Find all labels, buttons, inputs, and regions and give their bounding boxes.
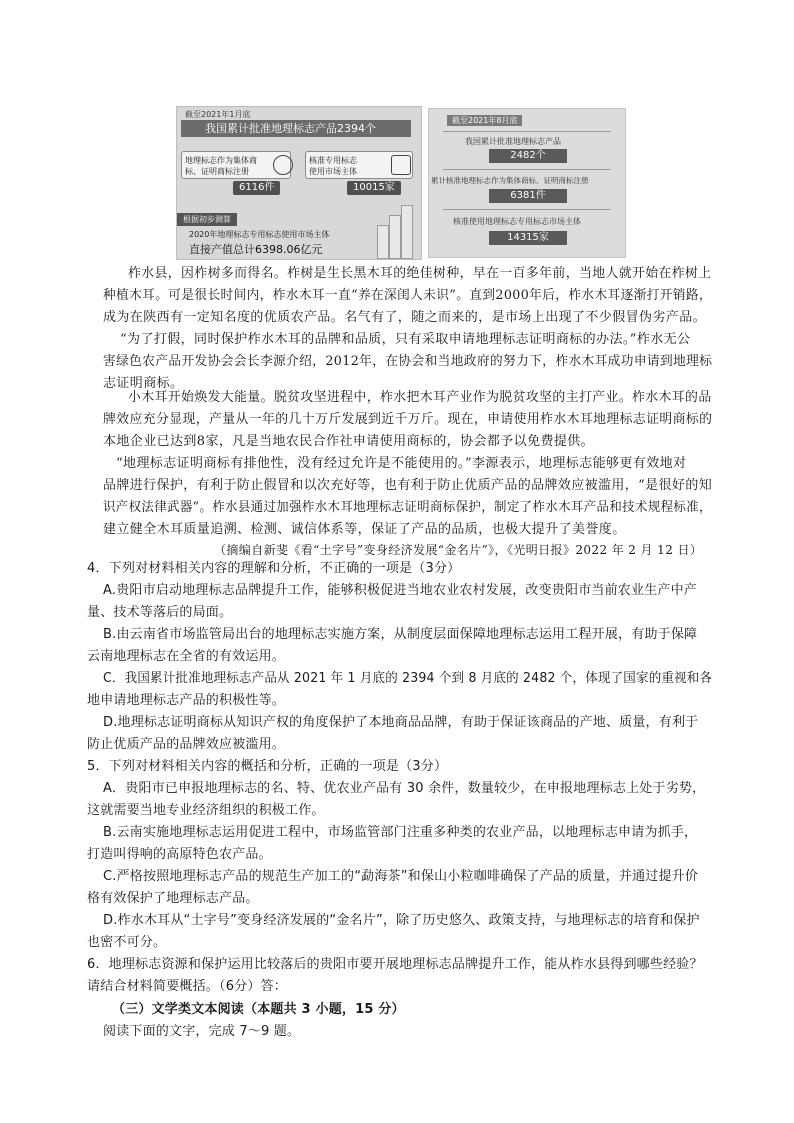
question-4: 4．下列对材料相关内容的理解和分析，不正确的一项是（3分） (87, 561, 461, 576)
article-line: 志证明商标。 (103, 376, 184, 391)
question-5: 5．下列对材料相关内容的概括和分析，正确的一项是（3分） (87, 759, 448, 774)
article-line: “为了打假，同时保护柞水木耳的品牌和品质，只有采取申请地理标志证明商标的办法。”柞水无公 (120, 332, 691, 347)
article-line: “地理标志证明商标有排他性，没有经过允许是不能使用的。”李源表示，地理标志能够更有效地对 (116, 456, 687, 471)
question-line: 防止优质产品的品牌效应被滥用。 (87, 737, 286, 752)
trademark-value: 6116件 (233, 181, 280, 195)
article-line: 成为在陕西有一定知名度的优质农产品。名气有了，随之而来的，是市场上出现了不少假冒伪劣产品。 (103, 310, 707, 325)
article-line: 害绿色农产品开发协会会长李源介绍，2012年，在协会和当地政府的努力下，柞水木耳成功申请到地理标 (103, 354, 713, 369)
article-line: 小木耳开始焕发大能量。脱贫攻坚进程中，柞水把木耳产业作为脱贫攻坚的主打产业。柞水木耳的品 (128, 390, 712, 405)
question-line: A.贵阳市启动地理标志品牌提升工作，能够积极促进当地农业农村发展，改变贵阳市当前农业生产中产 (103, 583, 697, 598)
period-tag: 截至2021年1月底 (185, 110, 251, 119)
item-label: 我国累计批准地理标志产品 (465, 137, 561, 146)
divider (443, 209, 611, 210)
store-icon (391, 155, 411, 175)
question-line: 也密不可分。 (87, 935, 167, 950)
item-label: 核准使用地理标志专用标志市场主体 (453, 217, 581, 226)
article-line: 识产权法律武器”。柞水县通过加强柞水木耳地理标志证明商标保护，制定了柞水木耳产品和技术规程标准， (103, 500, 712, 515)
infographic-january (176, 106, 422, 260)
question-line: B.由云南省市场监管局出台的地理标志实施方案，从制度层面保障地理标志运用工程开展，有助于保障 (103, 627, 698, 642)
question-line: C．我国累计批准地理标志产品从 2021 年 1 月底的 2394 个到 8 月底的 2482 个，体现了国家的重视和各 (103, 671, 713, 686)
article-source: （摘编自新斐《看“土字号”变身经济发展“金名片”》，《光明日报》2022 年 2 月 12 日） (214, 543, 703, 557)
question-line: 这就需要当地专业经济组织的积极工作。 (87, 803, 325, 818)
question-line: D.地理标志证明商标从知识产权的角度保护了本地商品品牌，有助于保证该商品的产地、质量，有利于 (103, 715, 699, 730)
output-value: 直接产值总计6398.06亿元 (189, 243, 323, 256)
article-line: 建立健全木耳质量追溯、检测、诚信体系等，保证了产品的品质，也极大提升了美誉度。 (103, 522, 626, 537)
headline-banner: 我国累计批准地理标志产品2394个 (181, 120, 411, 137)
article-line: 种植木耳。可是很长时间内，柞水木耳一直“养在深闺人未识”。直到2000年后，柞水木耳逐渐打开销路， (103, 288, 712, 303)
section-instruction: 阅读下面的文字，完成 7～9 题。 (103, 1024, 301, 1039)
question-line: D.柞水木耳从“土字号”变身经济发展的“金名片”，除了历史悠久、政策支持，与地理标志的培育和保护 (103, 913, 700, 928)
period-tag: 截至2021年8月底 (447, 115, 522, 126)
output-line: 2020年地理标志专用标志使用市场主体 (189, 230, 330, 239)
article-line: 柞水县，因柞树多而得名。柞树是生长黑木耳的绝佳树种，早在一百多年前，当地人就开始在柞树上 (128, 266, 712, 281)
item-value: 6381件 (489, 189, 567, 203)
question-line: 云南地理标志在全省的有效运用。 (87, 649, 286, 664)
article-line: 牌效应充分显现，产量从一年的几十万斤发展到近千万斤。现在，申请使用柞水木耳地理标志证明商标的 (103, 412, 713, 427)
item-value: 14315家 (489, 231, 567, 245)
box-label-line: 地理标志作为集体商 (185, 156, 257, 165)
divider (443, 169, 611, 170)
question-line: 打造叫得响的高原特色农产品。 (87, 847, 272, 862)
question-line: 地申请地理标志产品的积极性等。 (87, 693, 286, 708)
divider (443, 131, 611, 132)
question-line: C.严格按照地理标志产品的规范生产加工的“勐海茶”和保山小粒咖啡确保了产品的质量，并通过提升价 (103, 869, 699, 884)
section-heading: （三）文学类文本阅读（本题共 3 小题，15 分） (112, 1002, 405, 1017)
infographic-august (428, 108, 626, 258)
question-line: B.云南实施地理标志运用促进工程中，市场监管部门注重多种类的农业产品，以地理标志申请为抓手， (103, 825, 698, 840)
item-value: 2482个 (489, 149, 567, 163)
box-label-line: 标、证明商标注册 (185, 167, 249, 176)
question-6: 6．地理标志资源和保护运用比较落后的贵阳市要开展地理标志品牌提升工作，能从柞水县得到哪些经验？ (87, 957, 703, 972)
question-line: 请结合材料简要概括。（6分）答： (87, 979, 287, 994)
question-line: A．贵阳市已申报地理标志的名、特、优农业产品有 30 余件，数量较少，在申报地理标志上处于劣势， (103, 781, 706, 796)
question-line: 格有效保护了地理标志产品。 (87, 891, 259, 906)
item-label: 累计核准地理标志作为集体商标、证明商标注册 (431, 176, 589, 185)
article-line: 本地企业已达到8家，凡是当地农民合作社申请使用商标的，协会都予以免费提供。 (103, 434, 595, 449)
box-label-line: 核准专用标志 (309, 156, 357, 165)
estimate-tag: 根据初步测算 (177, 213, 237, 226)
article-line: 品牌进行保护，有利于防止假冒和以次充好等，也有利于防止优质产品的品牌效应被滥用，“是很好的知 (103, 478, 713, 493)
market-entity-value: 10015家 (347, 181, 401, 195)
question-line: 量、技术等落后的局面。 (87, 605, 233, 620)
box-label-line: 使用市场主体 (309, 167, 357, 176)
seal-icon (273, 155, 293, 175)
